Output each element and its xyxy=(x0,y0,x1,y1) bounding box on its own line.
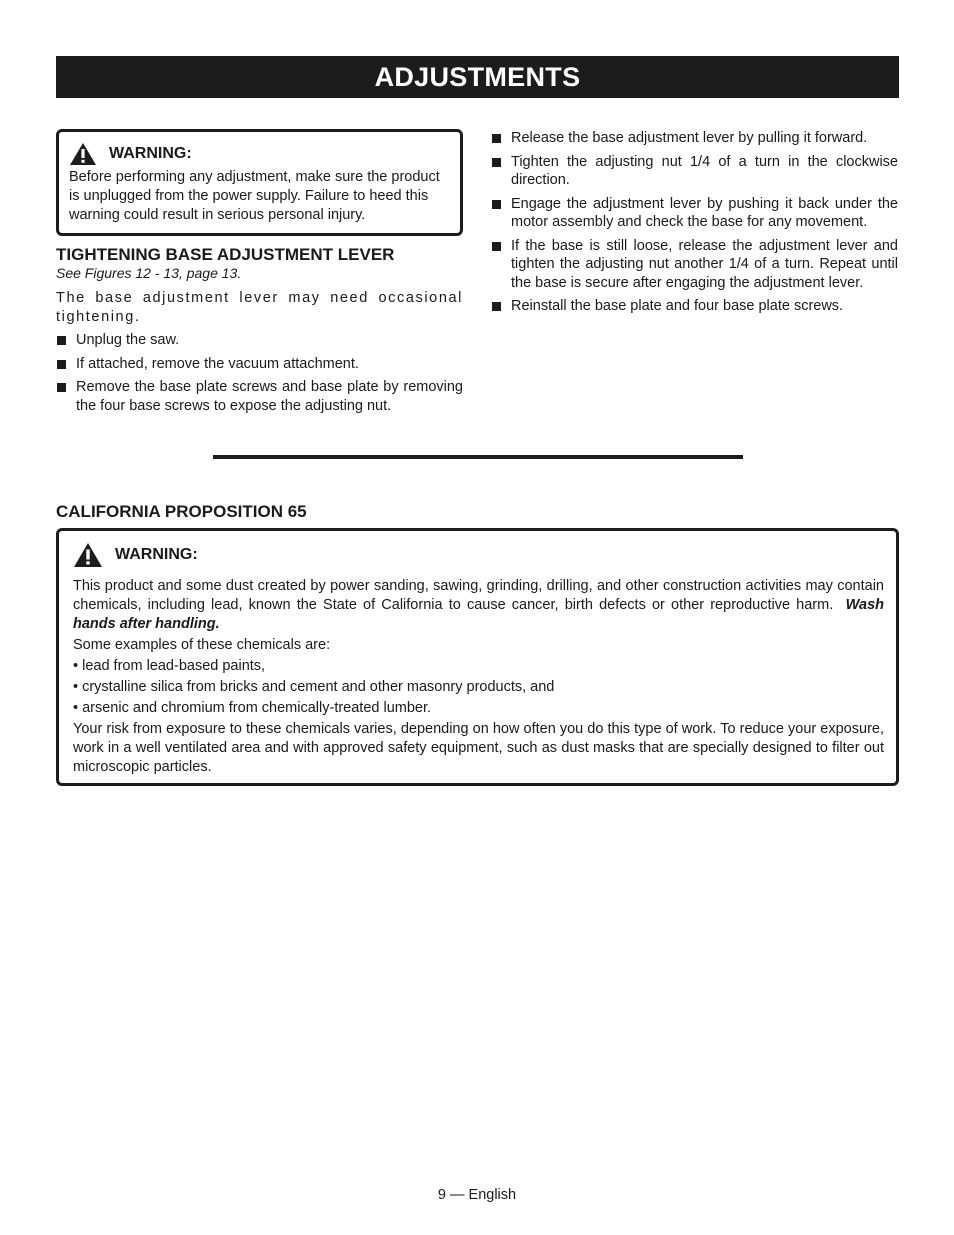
warning-heading xyxy=(73,542,884,568)
list-item: • lead from lead-based paints, xyxy=(73,658,266,674)
section-title-prop65: CALIFORNIA PROPOSITION 65 xyxy=(56,502,307,521)
warning-label: WARNING: xyxy=(115,546,198,563)
list-item: Remove the base plate screws and base plate by removing the four base screws to expose the adjusting nut. xyxy=(56,378,463,415)
square-bullet-icon xyxy=(492,200,501,209)
list-item: Tighten the adjusting nut 1/4 of a turn in the clockwise direction. xyxy=(491,153,898,190)
warning-box xyxy=(56,129,463,236)
steps-list-right xyxy=(491,129,898,321)
list-item: Release the base adjustment lever by pulling it forward. xyxy=(491,129,898,148)
list-item: • crystalline silica from bricks and cement and other masonry products, and xyxy=(73,679,555,695)
figure-reference: See Figures 12 - 13, page 13. xyxy=(56,265,242,281)
warning-text: Before performing any adjustment, make sure the product is unplugged from the power supply. Failure to heed this warning could result in serious personal injury. xyxy=(69,169,440,223)
prop65-paragraph: This product and some dust created by power sanding, sawing, grinding, drilling, and other construction activities may contain chemicals, including lead, known the State of California to cause cancer, birth defects or other reproductive harm. Wash hands after handling. xyxy=(73,578,884,632)
section-divider xyxy=(213,455,743,459)
warning-triangle-icon xyxy=(69,142,97,166)
intro-paragraph: The base adjustment lever may need occasional tightening. xyxy=(56,290,463,325)
page-footer: 9 — English xyxy=(437,1187,517,1203)
square-bullet-icon xyxy=(492,242,501,251)
page-title: ADJUSTMENTS xyxy=(374,61,581,92)
square-bullet-icon xyxy=(492,158,501,167)
list-item: • arsenic and chromium from chemically-treated lumber. xyxy=(73,700,432,716)
square-bullet-icon xyxy=(57,360,66,369)
square-bullet-icon xyxy=(492,302,501,311)
square-bullet-icon xyxy=(492,134,501,143)
examples-intro: Some examples of these chemicals are: xyxy=(73,637,331,653)
steps-list-left xyxy=(56,331,463,420)
wash-hands-emphasis: Wash hands after handling. xyxy=(73,597,884,632)
square-bullet-icon xyxy=(57,336,66,345)
warning-triangle-icon xyxy=(73,542,103,568)
list-item: If the base is still loose, release the adjustment lever and tighten the adjusting nut another 1/4 of a turn. Repeat until the base is secure after engaging the adjustment lever. xyxy=(491,237,898,293)
list-item: Reinstall the base plate and four base plate screws. xyxy=(491,297,898,316)
list-item: If attached, remove the vacuum attachment. xyxy=(56,355,463,374)
list-item: Unplug the saw. xyxy=(56,331,463,350)
list-item: Engage the adjustment lever by pushing it back under the motor assembly and check the base for any movement. xyxy=(491,195,898,232)
warning-heading xyxy=(69,142,452,166)
prop65-warning-box xyxy=(56,528,899,786)
section-title-tightening: TIGHTENING BASE ADJUSTMENT LEVER xyxy=(56,245,395,264)
warning-label: WARNING: xyxy=(109,145,192,162)
square-bullet-icon xyxy=(57,383,66,392)
prop65-risk-paragraph: Your risk from exposure to these chemicals varies, depending on how often you do this type of work. To reduce your exposure, work in a well ventilated area and with approved safety equipment, such as dust masks that are specially designed to filter out microscopic particles. xyxy=(73,721,884,775)
page-header xyxy=(56,56,899,98)
